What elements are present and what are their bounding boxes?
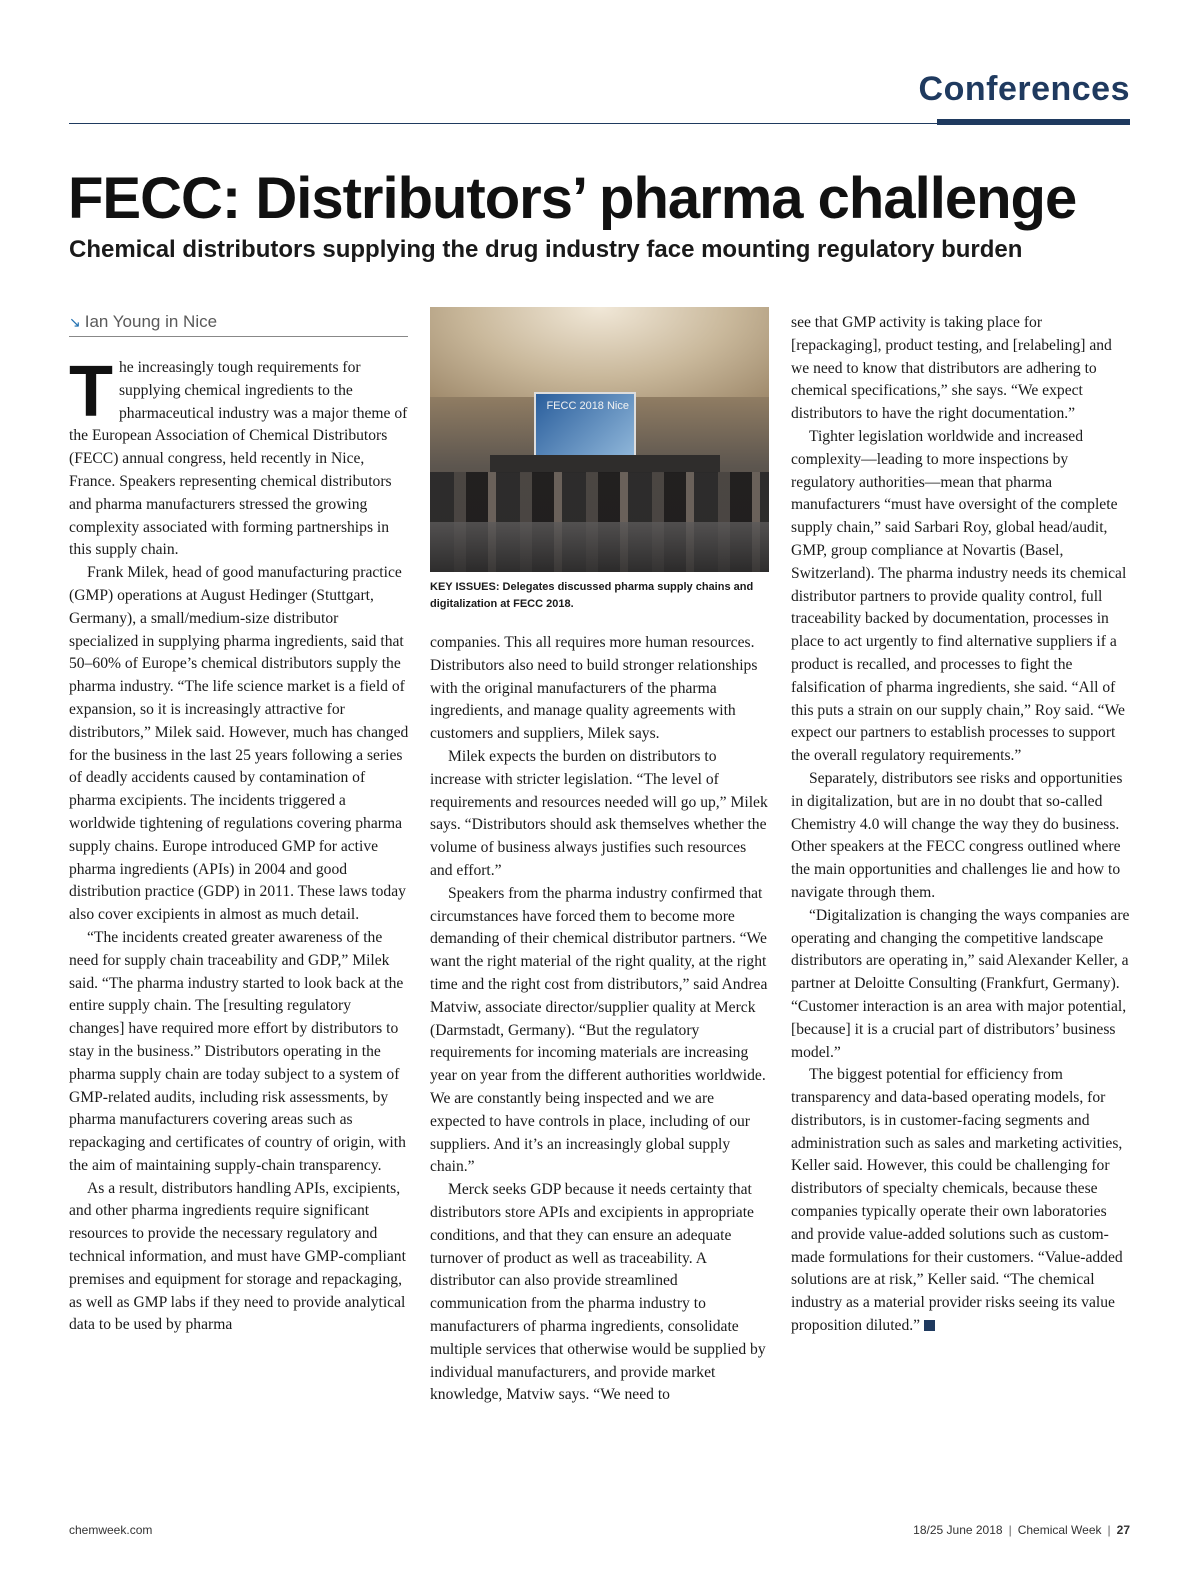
paragraph: The increasingly tough requirements for supplying chemical ingredients to the pharmaceutical industry was a major theme of the European Association of Chemical Distributors (FECC) annual congress, held recently in Nice, France. Speakers representing chemical distributors and pharma manufacturers stressed the growing complexity associated with forming partnerships in this supply chain. — [69, 352, 408, 559]
footer-site: chemweek.com — [69, 1523, 153, 1537]
paragraph: see that GMP activity is taking place for [repackaging], product testing, and [relabeling] and we need to know that distributors are adhering to chemical specifications,” she says. “We expect distributors to have the right documentation.” — [791, 314, 1112, 423]
headline: FECC: Distributors’ pharma challenge — [68, 166, 1077, 231]
paragraph: Milek expects the burden on distributors to increase with stricter legislation. “The level of requirements and resources needed will go up,” Milek says. “Distributors should ask themselves whether the volume of business always justifies such resources and effort.” — [430, 747, 768, 879]
paragraph: Merck seeks GDP because it needs certainty that distributors store APIs and excipients in appropriate conditions, and that they can ensure an adequate turnover of product as well as traceability. A distributor can also provide streamlined communication from the pharma industry to manufacturers of pharma ingredients, consolidate multiple services that otherwise would be supplied by individual manufacturers, and provide market knowledge, Matviw says. “We need to — [430, 1181, 766, 1404]
footer-publication: Chemical Week — [1017, 1523, 1102, 1537]
header-rule-accent — [937, 119, 1130, 125]
paragraph: As a result, distributors handling APIs, excipients, and other pharma ingredients require significant resources to provide the necessary regulatory and technical information, and must have GMP-compliant premises and equipment for storage and repackaging, as well as GMP labs if they need to provide analytical data to be used by pharma — [69, 1179, 406, 1334]
paragraph: companies. This all requires more human resources. Distributors also need to build stronger relationships with the original manufacturers of the pharma ingredients, and manage quality agreements with customers and suppliers, Milek says. — [430, 634, 758, 743]
photo-caption: KEY ISSUES: Delegates discussed pharma supply chains and digitalization at FECC 2018. — [430, 581, 754, 610]
dropcap: T — [69, 352, 113, 432]
article-photo — [430, 307, 769, 572]
column-2 — [430, 632, 770, 1407]
column-1 — [69, 352, 409, 1337]
footer-info: 18/25 June 2018 | Chemical Week | 27 — [913, 1523, 1130, 1537]
paragraph: Frank Milek, head of good manufacturing practice (GMP) operations at August Hedinger (Stuttgart, Germany), a small/medium-size distributor specialized in supplying pharma ingredients, said that 50–60% of Europe’s chemical distributors supply the pharma industry. “The life science market is a field of expansion, so it is increasingly attractive for distributors,” Milek said. However, much has changed for the business in the last 25 years following a series of deadly accidents caused by contamination of pharma excipients. The incidents triggered a worldwide tightening of regulations covering pharma supply chains. Europe introduced GMP for active pharma ingredients (APIs) in 2004 and good distribution practice (GDP) in 2011. These laws today also cover excipients in almost as much detail. — [69, 564, 409, 924]
column-3 — [791, 312, 1131, 1338]
photo-table — [430, 522, 769, 572]
byline — [69, 312, 408, 337]
photo-stage — [490, 455, 720, 473]
photo-screen — [534, 392, 636, 458]
footer-date: 18/25 June 2018 — [913, 1523, 1003, 1537]
byline-text: Ian Young in Nice — [84, 312, 218, 331]
paragraph: The biggest potential for efficiency from transparency and data-based operating models, for distributors, is in customer-facing segments and administration such as sales and marketing activities, Keller said. However, this could be challenging for distributors of specialty chemicals, because these companies typically operate their own laboratories and provide value-added solutions such as custom-made formulations for their customers. “Value-added solutions are at risk,” Keller said. “The chemical industry as a material provider risks seeing its value proposition diluted.” — [791, 1066, 1123, 1335]
paragraph: Separately, distributors see risks and opportunities in digitalization, but are in no doubt that so-called Chemistry 4.0 will change the way they do business. Other speakers at the FECC congress outlined where the main opportunities and challenges lie and how to navigate through them. — [791, 769, 1123, 901]
paragraph: “The incidents created greater awareness of the need for supply chain traceability and GDP,” Milek said. “The pharma industry started to look back at the entire supply chain. The [resulting regulatory changes] have required more effort by distributors to stay in the business.” Distributors operating in the pharma supply chain are today subject to a system of GMP-related audits, including risk assessments, by pharma manufacturers covering areas such as repackaging and certificates of country of origin, with the aim of maintaining supply-chain transparency. — [69, 928, 406, 1174]
end-mark-icon — [924, 1320, 935, 1331]
paragraph: Tighter legislation worldwide and increased complexity—leading to more inspections by regulatory authorities—mean that pharma manufacturers “must have oversight of the complete supply chain,” said Sarbari Roy, global head/audit, GMP, group compliance at Novartis (Basel, Switzerland). The pharma industry needs its chemical distributor partners to provide quality control, full traceability backed by documentation, processes in place to act urgently to find alternative suppliers if a product is recalled, and processes to fight the falsification of pharma ingredients, she said. “All of this puts a strain on our supply chain,” Roy said. “We expect our partners to establish processes to support the overall regulatory requirements.” — [791, 427, 1127, 765]
photo-screen-text: FECC 2018 Nice — [546, 400, 629, 412]
deck: Chemical distributors supplying the drug industry face mounting regulatory burden — [69, 236, 1023, 263]
paragraph: Speakers from the pharma industry confirmed that circumstances have forced them to become more demanding of their chemical distributor partners. “We want the right material of the right quality, at the right time and the right cost from distributors,” said Andrea Matviw, associate director/supplier quality at Merck (Darmstadt, Germany). “But the regulatory requirements for incoming materials are increasing year on year from the different authorities worldwide. We are constantly being inspected and we are expected to have controls in place, including of our suppliers. And it’s an increasingly global supply chain.” — [430, 884, 768, 1176]
section-label: Conferences — [918, 70, 1130, 108]
page-number: 27 — [1116, 1523, 1130, 1537]
paragraph: “Digitalization is changing the ways companies are operating and changing the competitive landscape distributors are operating in,” said Alexander Keller, a partner at Deloitte Consulting (Frankfurt, Germany). “Customer interaction is an area with major potential, [because] it is a crucial part of distributors’ business model.” — [791, 906, 1130, 1061]
arrow-icon: ↘ — [69, 314, 81, 330]
photo-ceiling — [430, 307, 769, 397]
